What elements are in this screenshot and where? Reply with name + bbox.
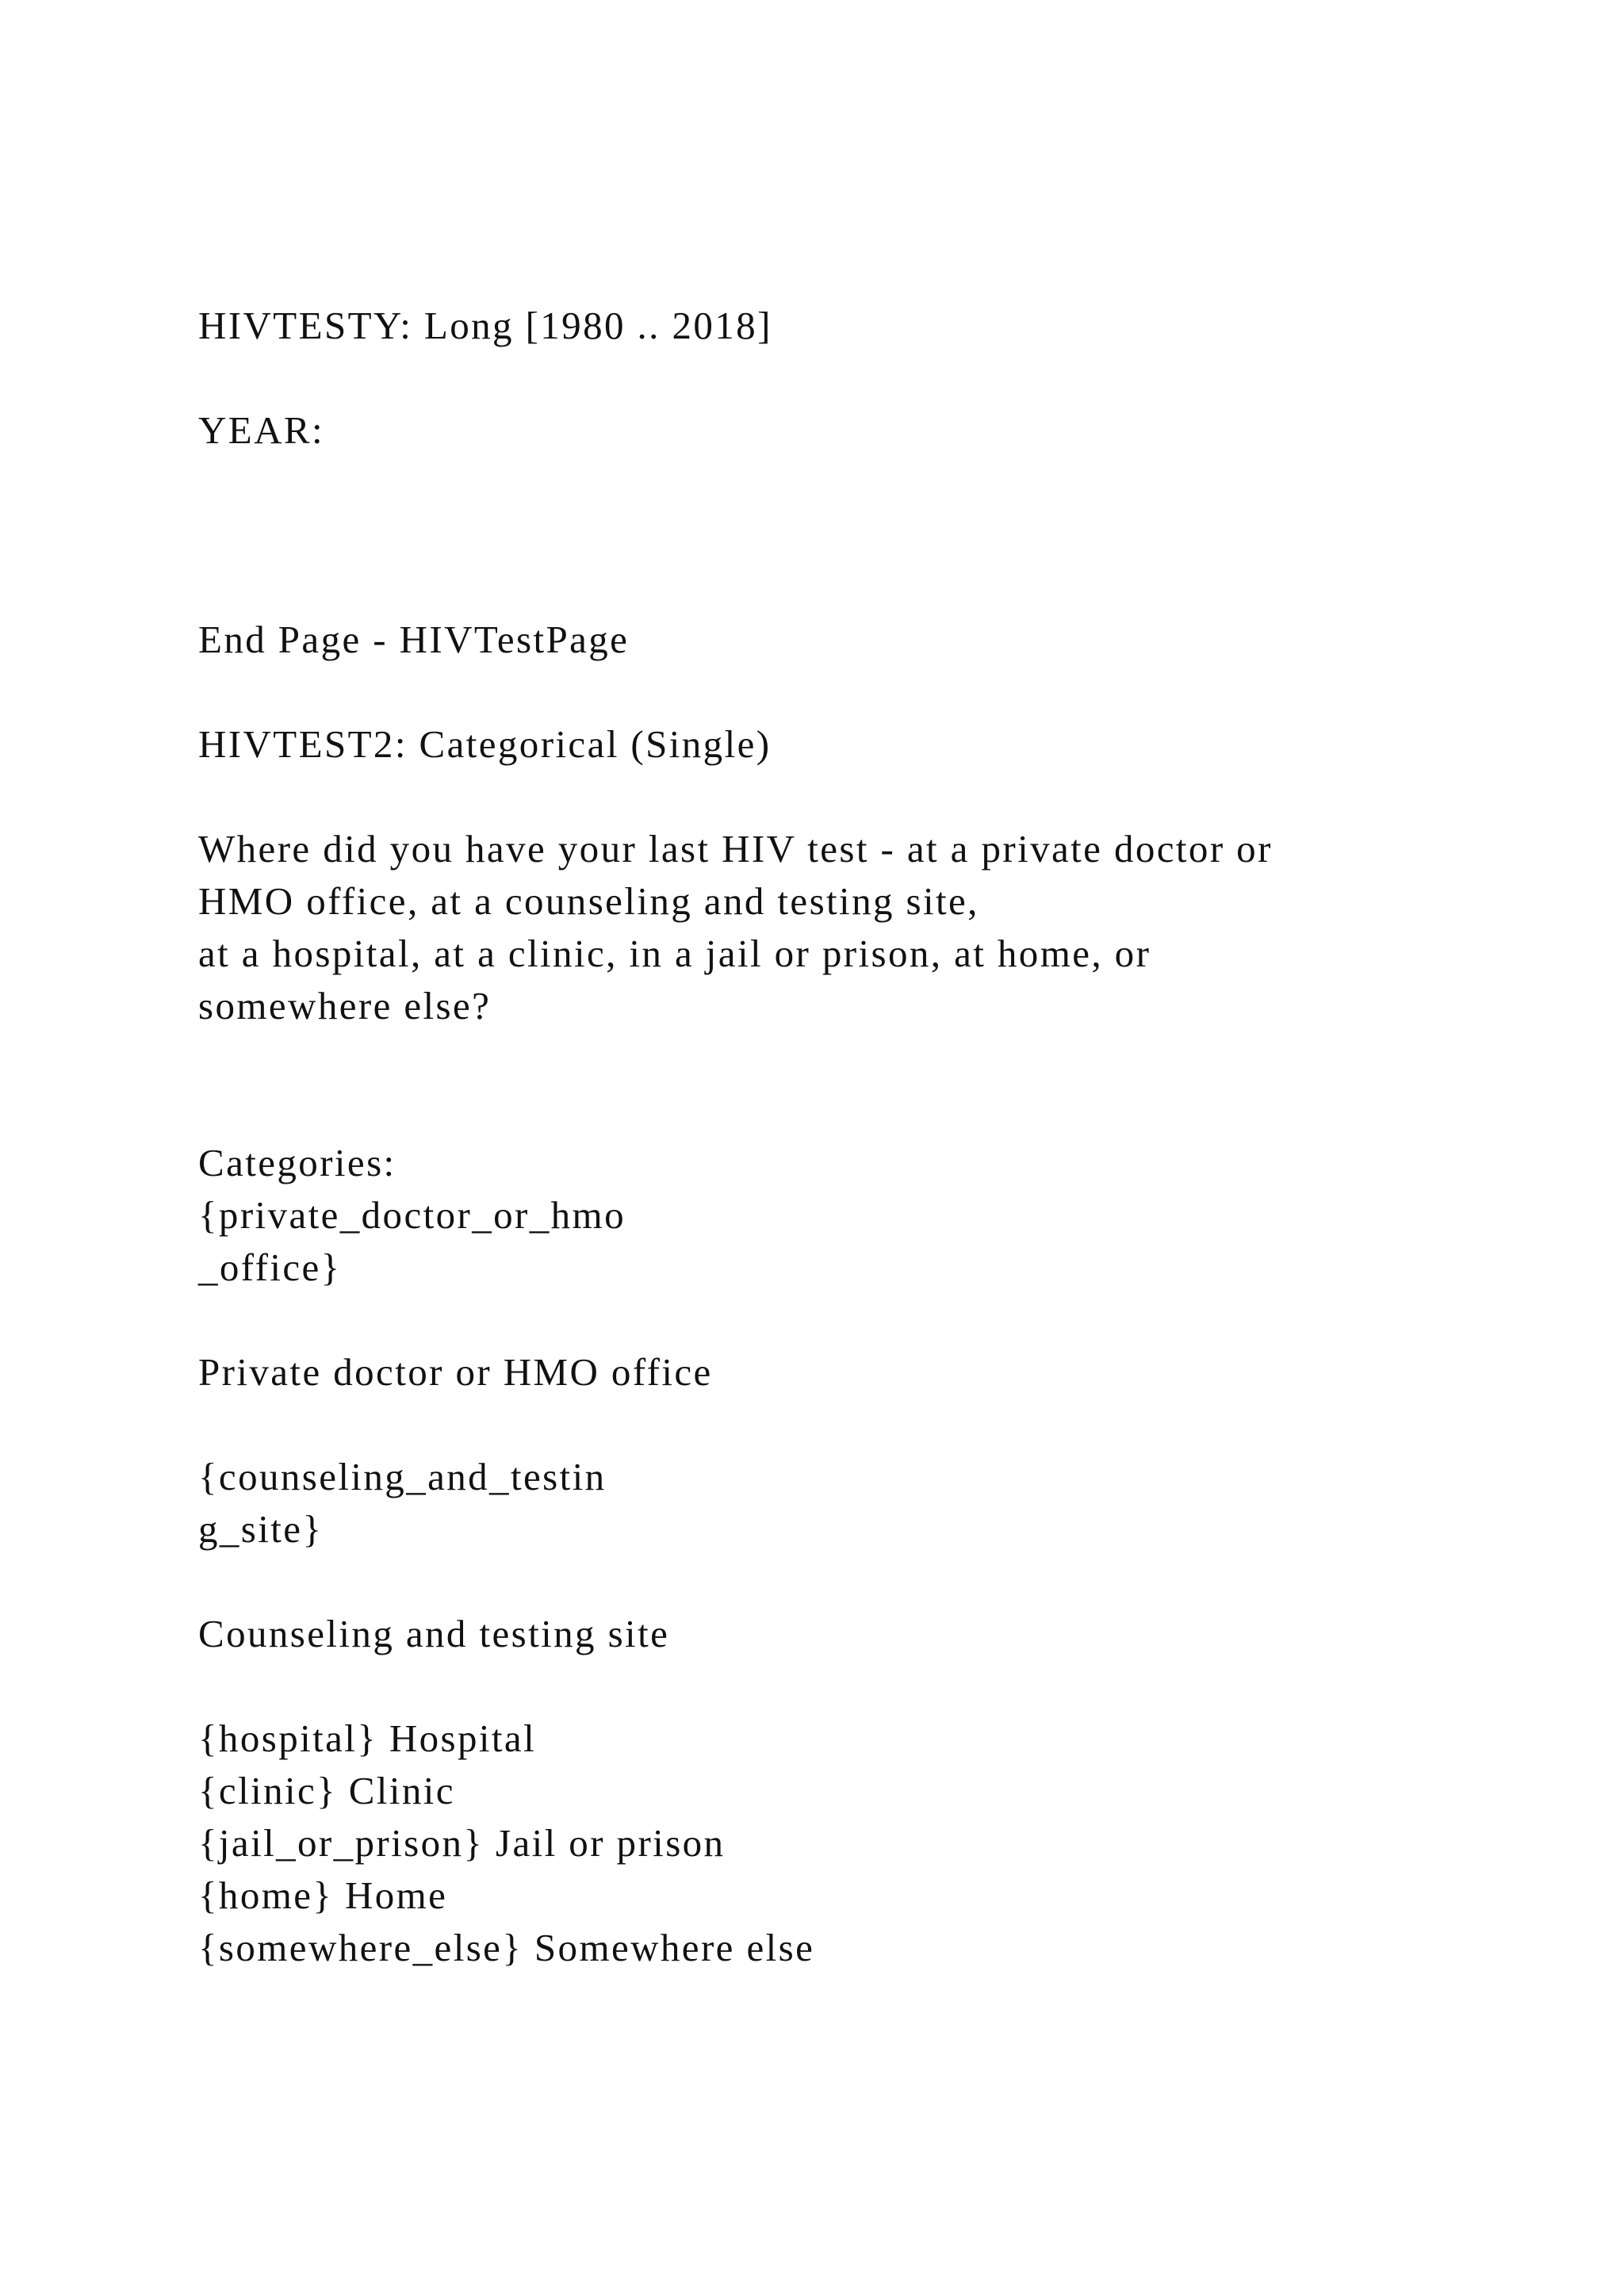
- category-item: {home} Home: [198, 1873, 448, 1917]
- category-code: _office}: [198, 1246, 342, 1289]
- category-code: {counseling_and_testin: [198, 1455, 607, 1498]
- category-item: {hospital} Hospital: [198, 1716, 537, 1760]
- category-label: Private doctor or HMO office: [198, 1350, 713, 1394]
- categories-label: Categories:: [198, 1141, 396, 1184]
- category-label: Counseling and testing site: [198, 1612, 670, 1655]
- category-item: {clinic} Clinic: [198, 1769, 455, 1812]
- end-page-label: End Page - HIVTestPage: [198, 618, 630, 661]
- category-item: {somewhere_else} Somewhere else: [198, 1926, 815, 1969]
- category-code: g_site}: [198, 1507, 324, 1551]
- year-label: YEAR:: [198, 408, 324, 452]
- question-line: at a hospital, at a clinic, in a jail or prison, at home, or: [198, 932, 1151, 975]
- hivtesty-header: HIVTESTY: Long [1980 .. 2018]: [198, 304, 772, 347]
- question-line: HMO office, at a counseling and testing site,: [198, 879, 979, 923]
- question-line: Where did you have your last HIV test - at a private doctor or: [198, 827, 1273, 871]
- category-item: {jail_or_prison} Jail or prison: [198, 1821, 726, 1865]
- question-line: somewhere else?: [198, 984, 492, 1027]
- hivtest2-header: HIVTEST2: Categorical (Single): [198, 722, 772, 766]
- category-code: {private_doctor_or_hmo: [198, 1193, 626, 1237]
